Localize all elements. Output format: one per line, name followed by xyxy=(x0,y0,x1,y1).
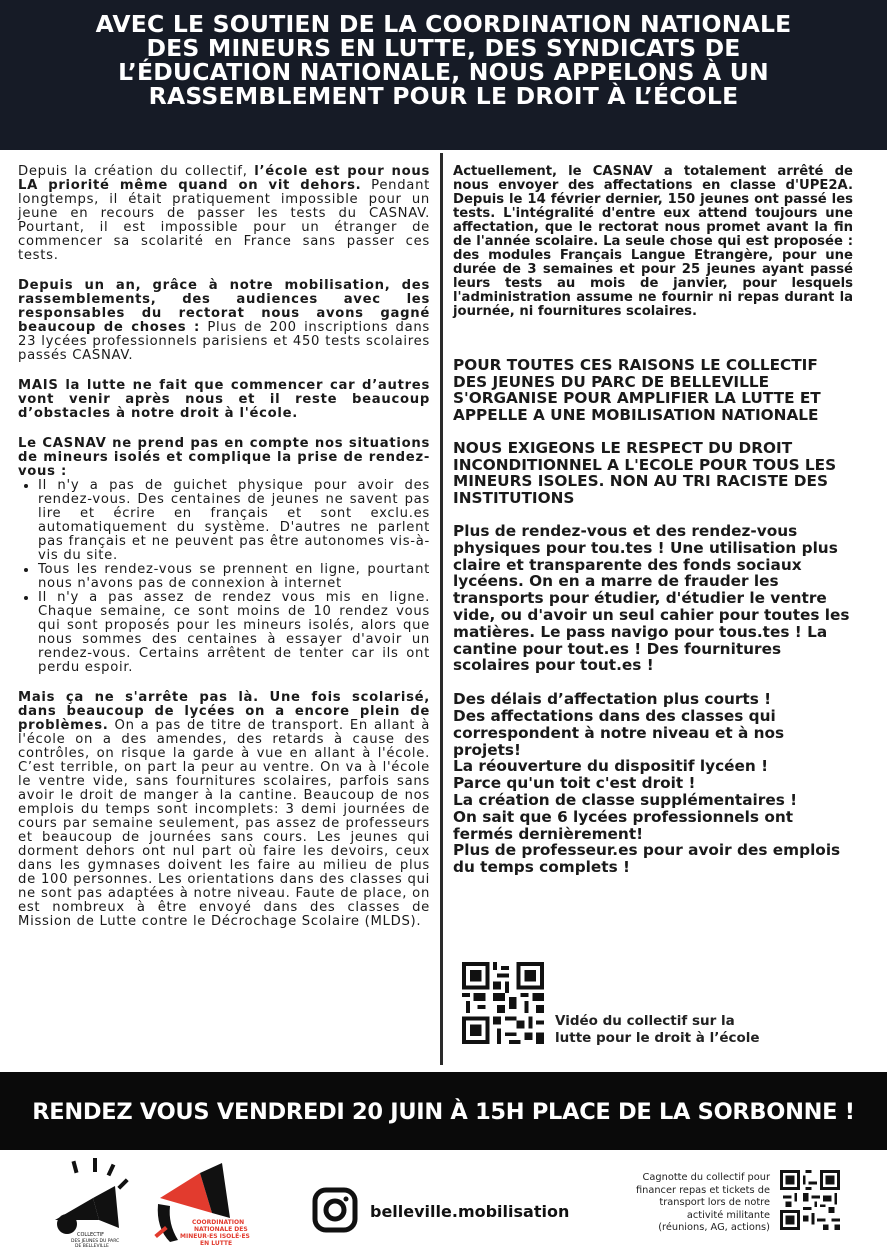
svg-text:EN LUTTE: EN LUTTE xyxy=(200,1240,233,1247)
cagnotte-line: Cagnotte du collectif pour xyxy=(642,1172,770,1183)
list-item: La création de classe supplémentaires ! xyxy=(453,790,798,809)
progress-paragraph xyxy=(18,279,430,363)
qr-code-icon[interactable] xyxy=(462,962,544,1044)
cagnotte-line: (réunions, AG, actions) xyxy=(658,1222,770,1233)
text-run: Plus de 200 inscriptions dans 23 lycées professionnels parisiens et 450 tests scolaires passés CASNAV. xyxy=(18,320,431,363)
caption-line: Vidéo du collectif sur la xyxy=(555,1013,735,1029)
demands-list xyxy=(453,691,853,876)
qr-code-icon[interactable] xyxy=(780,1170,840,1230)
caption-line: lutte pour le droit à l’école xyxy=(555,1030,760,1046)
intro-paragraph xyxy=(18,165,430,263)
event-banner xyxy=(0,1072,887,1150)
title-line: AVEC LE SOUTIEN DE LA COORDINATION NATIONALE xyxy=(95,10,792,38)
demand-heading: NOUS EXIGEONS LE RESPECT DU DROIT INCONDITIONNEL A L'ECOLE POUR TOUS LES MINEURS ISOLES. NON AU TRI RACISTE DES INSTITUTIONS xyxy=(453,439,837,507)
demands-block: Plus de rendez-vous et des rendez-vous physiques pour tou.tes ! Une utilisation plus claire et transparente des fonds sociaux lycéens. On en a marre de frauder les transports pour étudier, d'étudier le ventre vide, ou d'avoir un seul cahier pour toutes les matières. Le pass navigo pour tous.tes ! La cantine pour tout.es ! Des fournitures scolaires pour tout.es ! xyxy=(453,522,850,675)
header-banner xyxy=(0,0,887,150)
list-item: • Tous les rendez-vous se prennent en ligne, pourtant nous n'avons pas de connexion à internet xyxy=(38,563,430,591)
casnav-status-paragraph: Actuellement, le CASNAV a totalement arrêté de nous envoyer des affectations en classe d'UPE2A. Depuis le 14 février dernier, 150 jeunes ont passé les tests. L'intégralité d'entre eux attend toujours une affectation, que le rectorat nous promet avant la fin de l'année scolaire. La seule chose qui est proposée : des modules Français Langue Etrangère, pour une durée de 3 semaines et pour 25 jeunes ayant passé leurs tests au mois de janvier, pour lesquels l'administration assume ne fournir ni repas durant la journée, ni fournitures scolaires. xyxy=(453,164,853,319)
emphasis-text: l’école est pour nous LA priorité même quand on vit dehors. xyxy=(18,164,430,193)
list-item: Des délais d’affectation plus courts ! xyxy=(453,690,772,709)
column-divider xyxy=(440,153,443,1065)
svg-text:DE BELLEVILLE: DE BELLEVILLE xyxy=(75,1244,109,1248)
text-run: Depuis la création du collectif, xyxy=(18,164,255,179)
struggle-paragraph: MAIS la lutte ne fait que commencer car d’autres vont venir après nous et il reste beaucoup d’obstacles à notre droit à l'école. xyxy=(18,378,430,421)
svg-text:DES JEUNES DU PARC: DES JEUNES DU PARC xyxy=(71,1239,120,1244)
cagnotte-line: financer repas et tickets de xyxy=(635,1184,770,1196)
title-line: L’ÉDUCATION NATIONALE, NOUS APPELONS À UN xyxy=(118,58,769,86)
left-column xyxy=(18,165,430,929)
call-heading: POUR TOUTES CES RAISONS LE COLLECTIF DES JEUNES DU PARC DE BELLEVILLE S'ORGANISE POUR AMPLIFIER LA LUTTE ET APPELLE A UNE MOBILISATION NATIONALE xyxy=(453,356,821,424)
page-title xyxy=(20,12,867,108)
list-item: On sait que 6 lycées professionnels ont fermés dernièrement! xyxy=(453,807,794,843)
svg-text:COORDINATION: COORDINATION xyxy=(192,1219,245,1226)
list-item: Des affectations dans des classes qui correspondent à notre niveau et à nos projets! xyxy=(453,706,785,759)
event-announcement: RENDEZ VOUS VENDREDI 20 JUIN À 15H PLACE DE LA SORBONNE ! xyxy=(32,1099,855,1125)
cagnotte-text xyxy=(600,1172,770,1235)
problem-list xyxy=(18,479,430,675)
list-item: • Il n'y a pas de guichet physique pour avoir des rendez-vous. Des centaines de jeunes ne savent pas lire et écrire en français et sont exclu.es automatiquement du système. D'autres ne parlent pas français et ne peuvent pas être autonomes vis-à-vis du site. xyxy=(38,479,430,563)
svg-text:MINEUR·ES ISOLÉ·ES: MINEUR·ES ISOLÉ·ES xyxy=(180,1233,250,1240)
emphasis-text: Depuis un an, grâce à notre mobilisation, des rassemblements, des audiences avec les responsables du rectorat nous avons gagné beaucoup de choses : xyxy=(18,278,430,335)
list-item: La réouverture du dispositif lycéen ! xyxy=(453,757,769,776)
list-item: Plus de professeur.es pour avoir des emplois du temps complets ! xyxy=(453,841,841,877)
school-problems-paragraph xyxy=(18,691,430,929)
list-item: Parce qu'un toit c'est droit ! xyxy=(453,774,696,793)
casnav-paragraph: Le CASNAV ne prend pas en compte nos situations de mineurs isolés et complique la prise de rendez-vous : xyxy=(18,436,430,479)
title-line: DES MINEURS EN LUTTE, DES SYNDICATS DE xyxy=(146,34,741,62)
svg-text:COLLECTIF: COLLECTIF xyxy=(77,1232,105,1238)
instagram-handle[interactable]: belleville.mobilisation xyxy=(370,1202,570,1221)
text-run: Pendant longtemps, il était pratiquement impossible pour un jeune en recours de passer les tests du CASNAV. Pourtant, il est impossible pour un étranger de commencer sa scolarité en France sans passer ces tests. xyxy=(18,178,431,263)
text-run: On a pas de titre de transport. En allant à l'école on a des amendes, des retards à cause des contrôles, on risque la garde à vue en allant à l'école. C’est terrible, on part la peur au ventre. On va à l'école le ventre vide, sans fournitures scolaires, parfois sans avoir le droit de manger à la cantine. Beaucoup de nos emplois du temps sont incomplets: 3 demi journées de cours par semaine seulement, pas assez de professeurs et beaucoup de journées sans cours. Les jeunes qui dorment dehors ont nul part où faire les devoirs, ceux dans les gymnases doivent les faire au milieu de plus de 100 personnes. Les orientations dans des classes qui ne sont pas adaptées à notre niveau. Faute de place, on est nombreux à être envoyé dans des classes de Mission de Lutte contre le Décrochage Scolaire (MLDS). xyxy=(18,718,430,929)
cagnotte-line: activité militante xyxy=(686,1209,770,1221)
right-column xyxy=(453,165,853,876)
collectif-logo xyxy=(45,1158,140,1248)
cagnotte-line: transport lors de notre xyxy=(659,1197,770,1208)
instagram-icon[interactable] xyxy=(312,1187,358,1233)
video-caption xyxy=(555,1013,785,1047)
emphasis-text: Mais ça ne s'arrête pas là. Une fois scolarisé, dans beaucoup de lycées on a encore plein de problèmes. xyxy=(18,690,430,733)
coordination-logo xyxy=(150,1158,250,1250)
list-item: • Il n'y a pas assez de rendez vous mis en ligne. Chaque semaine, ce sont moins de 10 rendez vous qui sont proposés pour les mineurs isolés, alors que nous sommes des centaines à essayer d'avoir un rendez-vous. Certains arrêtent de tenter car ils ont perdu espoir. xyxy=(38,591,430,675)
svg-text:NATIONALE DES: NATIONALE DES xyxy=(194,1226,248,1233)
title-line: RASSEMBLEMENT POUR LE DROIT À L’ÉCOLE xyxy=(148,82,739,110)
